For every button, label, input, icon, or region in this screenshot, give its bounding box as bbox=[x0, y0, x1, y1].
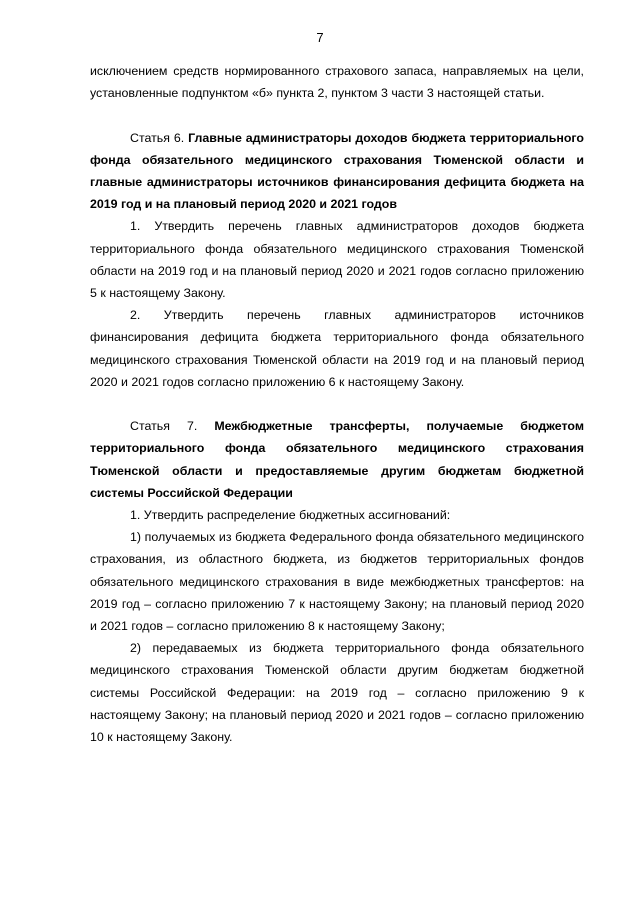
article-7-heading bbox=[90, 415, 584, 504]
article-6-heading bbox=[90, 127, 584, 216]
article-7-subitem-2: 2) передаваемых из бюджета территориального фонда обязательного медицинского страхования Тюменской области другим бюджетам бюджетной системы Российской Федерации: на 2019 год – согласно приложению 9 к настоящему Закону; на плановый период 2020 и 2021 годов – согласно приложению 10 к настоящему Закону. bbox=[90, 641, 584, 745]
article-6-paragraph-1: 1. Утвердить перечень главных администраторов доходов бюджета территориального фонда обязательного медицинского страхования Тюменской области на 2019 год и на плановый период 2020 и 2021 годов согласно приложению 5 к настоящему Закону. bbox=[90, 219, 584, 301]
intro-paragraph: исключением средств нормированного страхового запаса, направляемых на цели, установленные подпунктом «б» пункта 2, пунктом 3 части 3 настоящей статьи. bbox=[90, 64, 584, 101]
article-7-title: Межбюджетные трансферты, получаемые бюджетом территориального фонда обязательного медицинского страхования Тюменской области и предоставляемые другим бюджетам бюджетной системы Российской Федерации bbox=[90, 419, 585, 500]
article-7-label: Статья 7. bbox=[130, 419, 198, 434]
document-body bbox=[90, 60, 584, 748]
article-6-title: Главные администраторы доходов бюджета территориального фонда обязательного медицинского страхования Тюменской области и главные администраторы источников финансирования дефицита бюджета на 2019 год и на плановый период 2020 и 2021 годов bbox=[90, 130, 584, 212]
article-7-paragraph-1: 1. Утвердить распределение бюджетных ассигнований: bbox=[130, 508, 451, 523]
article-7-subitem-1: 1) получаемых из бюджета Федерального фонда обязательного медицинского страхования, из областного бюджета, из бюджетов территориальных фондов обязательного медицинского страхования в виде межбюджетных трансфертов: на 2019 год – согласно приложению 7 к настоящему Закону; на плановый период 2020 и 2021 годов – согласно приложению 8 к настоящему Закону; bbox=[90, 530, 584, 634]
page-number: 7 bbox=[316, 30, 324, 45]
article-6-paragraph-2: 2. Утвердить перечень главных администраторов источников финансирования дефицита бюджета территориального фонда обязательного медицинского страхования Тюменской области на 2019 год и на плановый период 2020 и 2021 годов согласно приложению 6 к настоящему Закону. bbox=[90, 308, 584, 389]
article-6-label: Статья 6. bbox=[130, 130, 185, 145]
